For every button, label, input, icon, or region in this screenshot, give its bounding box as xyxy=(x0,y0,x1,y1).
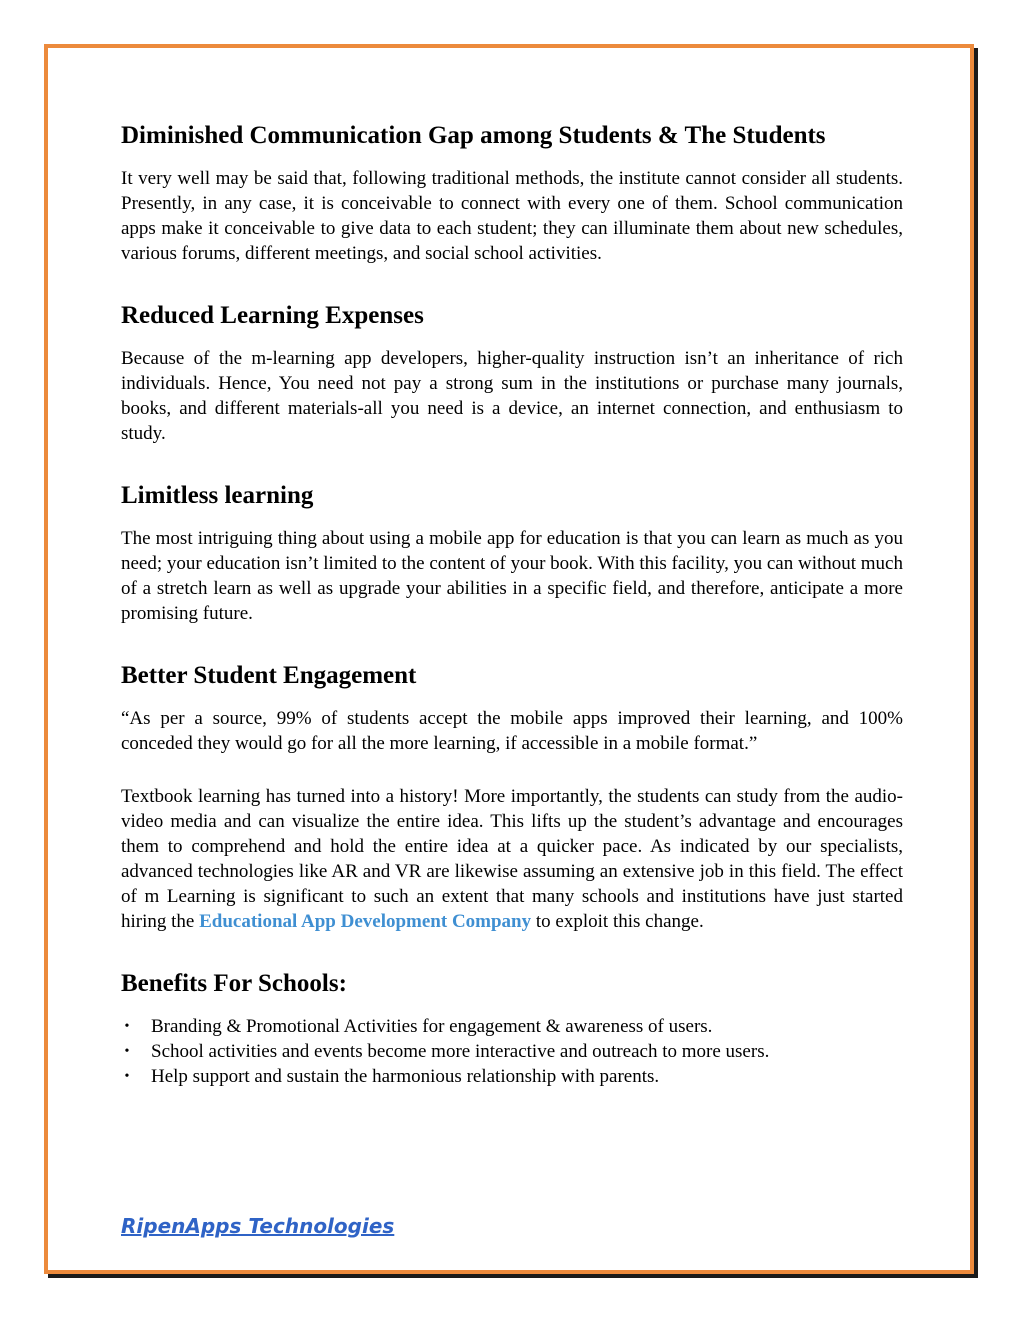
quote-paragraph: “As per a source, 99% of students accept the mobile apps improved their learning, and 100% conceded they would go for all the more learning, if accessible in a mobile format.” xyxy=(121,708,903,754)
list-item-text: Help support and sustain the harmonious relationship with parents. xyxy=(151,1066,660,1087)
section-paragraph xyxy=(121,784,903,934)
section-paragraph: It very well may be said that, following traditional methods, the institute cannot consider all students. Presently, in any case, it is conceivable to connect with every one of them. School communication apps make it conceivable to give data to each student; they can illuminate them about new schedules, various forums, different meetings, and social school activities. xyxy=(121,168,903,264)
bullet-icon: • xyxy=(124,1019,130,1034)
section-communication-gap xyxy=(121,120,903,266)
section-heading: Benefits For Schools: xyxy=(121,970,347,997)
section-student-engagement xyxy=(121,660,903,934)
list-item xyxy=(121,1039,903,1064)
benefits-list xyxy=(121,1014,903,1089)
document-body xyxy=(121,120,903,1089)
paragraph-text-after-link: to exploit this change. xyxy=(531,911,704,932)
section-reduced-expenses xyxy=(121,300,903,446)
section-benefits-for-schools xyxy=(121,968,903,1089)
paragraph-text-before-link: Textbook learning has turned into a history! More importantly, the students can study from the audio-video media and can visualize the entire idea. This lifts up the student’s advantage and encourages them to comprehend and hold the entire idea at a quicker pace. As indicated by our specialists, advanced technologies like AR and VR are likewise assuming an extensive job in this field. The effect of m Learning is significant to such an extent that many schools and institutions have just started hiring the xyxy=(121,786,903,932)
section-paragraph: The most intriguing thing about using a mobile app for education is that you can learn as much as you need; your education isn’t limited to the content of your book. With this facility, you can without much of a stretch learn as well as upgrade your abilities in a specific field, and therefore, anticipate a more promising future. xyxy=(121,528,903,624)
section-paragraph: Because of the m-learning app developers, higher-quality instruction isn’t an inheritance of rich individuals. Hence, You need not pay a strong sum in the institutions or purchase many journals, books, and different materials-all you need is a device, an internet connection, and enthusiasm to study. xyxy=(121,348,903,444)
section-heading: Diminished Communication Gap among Students & The Students xyxy=(121,122,826,149)
list-item xyxy=(121,1064,903,1089)
list-item-text: Branding & Promotional Activities for engagement & awareness of users. xyxy=(151,1016,713,1037)
educational-app-development-link[interactable]: Educational App Development Company xyxy=(199,911,532,932)
section-heading: Better Student Engagement xyxy=(121,662,417,689)
footer-company-link[interactable]: RipenApps Technologies xyxy=(121,1214,395,1238)
bullet-icon: • xyxy=(124,1044,130,1059)
list-item xyxy=(121,1014,903,1039)
section-limitless-learning xyxy=(121,480,903,626)
list-item-text: School activities and events become more interactive and outreach to more users. xyxy=(151,1041,770,1062)
section-heading: Limitless learning xyxy=(121,482,314,509)
bullet-icon: • xyxy=(124,1069,130,1084)
section-heading: Reduced Learning Expenses xyxy=(121,302,424,329)
